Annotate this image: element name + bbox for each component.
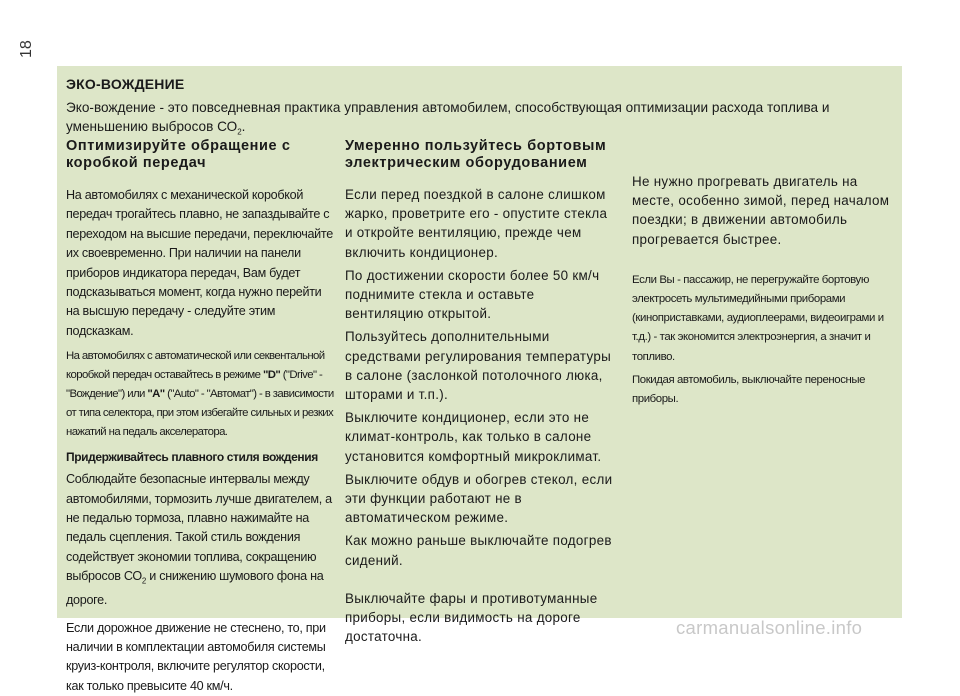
auto-text-1: На автомобилях с автоматической или секвентальной коробкой передач оставайтесь в режиме bbox=[66, 350, 325, 382]
column-gearbox bbox=[66, 138, 336, 696]
air-conditioner-paragraph: Выключите кондиционер, если это не климат-контроль, как только в салоне установится комфортный микроклимат. bbox=[345, 410, 602, 464]
smooth-text-1: Соблюдайте безопасные интервалы между автомобилями, тормозить лучше двигателем, а не педалью тормоза, плавно нажимайте на педаль сцепления. Такой стиль вождения содействует экономии топлива, сокращению выбросов СО bbox=[66, 472, 332, 584]
ventilation-paragraph: Если перед поездкой в салоне слишком жарко, проветрите его - опустите стекла и откройте вентиляцию, прежде чем включить кондиционер. bbox=[345, 187, 608, 260]
cruise-control-paragraph: Если дорожное движение не стеснено, то, при наличии в комплектации автомобиля системы круиз-контроля, включите регулятор скорости, как только превысите 40 км/ч. bbox=[66, 620, 326, 693]
intro-text-end: . bbox=[241, 119, 246, 134]
intro-paragraph bbox=[66, 98, 886, 142]
windows-paragraph: По достижении скорости более 50 км/ч поднимите стекла и оставьте вентиляцию открытой. bbox=[345, 267, 600, 322]
headlights-paragraph: Выключайте фары и противотуманные приборы, если видимость на дороге достаточна. bbox=[345, 590, 598, 645]
temperature-paragraph: Пользуйтесь дополнительными средствами регулирования температуры в салоне (заслонкой потолочного люка, шторами и т.п.). bbox=[345, 329, 612, 403]
electrical-heading: Умеренно пользуйтесь бортовым электрическим оборудованием bbox=[345, 138, 607, 171]
manual-gearbox-paragraph: На автомобилях с механической коробкой передач трогайтесь плавно, не запаздывайте с переходом на высшие передачи, переключайте их своевременно. При наличии на панели приборов индикатора передач, Вам будет подсказываться момент, когда нужно перейти на высшую передачу - следуйте этим подсказкам. bbox=[66, 188, 333, 338]
watermark: carmanualsonline.info bbox=[676, 617, 863, 638]
page-number: 18 bbox=[18, 40, 35, 58]
smooth-driving-subheading: Придерживайтесь плавного стиля вождения bbox=[66, 450, 318, 465]
auto-text-2: ("Drive" - "Вождение") или bbox=[66, 369, 323, 401]
column-other bbox=[632, 172, 894, 409]
engine-warmup-paragraph: Не нужно прогревать двигатель на месте, особенно зимой, перед началом поездки; в движении автомобиль прогревается быстрее. bbox=[632, 174, 890, 247]
defrost-paragraph: Выключите обдув и обогрев стекол, если эти функции работают не в автоматическом режиме. bbox=[345, 471, 613, 526]
smooth-subscript: 2 bbox=[141, 576, 147, 586]
auto-text-3: ("Auto" - "Автомат") - в зависимости от типа селектора, при этом избегайте сильных и резких нажатий на педаль акселератора. bbox=[66, 388, 334, 439]
passenger-paragraph: Если Вы - пассажир, не перегружайте бортовую электросеть мультимедийными приборами (киноприставками, аудиоплеерами, видеоиграми и т.д.) - так экономится электроэнергия, а значит и топливо. bbox=[632, 273, 884, 363]
gearbox-heading: Оптимизируйте обращение с коробкой передач bbox=[66, 138, 291, 171]
intro-text: Эко-вождение - это повседневная практика управления автомобилем, способствующая оптимизации расхода топлива и уменьшению выбросов СО bbox=[66, 100, 830, 134]
section-title: ЭКО-ВОЖДЕНИЕ bbox=[66, 76, 185, 92]
intro-subscript: 2 bbox=[237, 127, 242, 137]
seat-heating-paragraph: Как можно раньше выключайте подогрев сидений. bbox=[345, 533, 612, 568]
column-electrical bbox=[345, 138, 615, 646]
leaving-car-paragraph: Покидая автомобиль, выключайте переносные приборы. bbox=[632, 373, 866, 406]
auto-mode-d: "D" bbox=[262, 369, 281, 382]
auto-mode-a: "A" bbox=[147, 388, 165, 401]
smooth-text-2: и снижению шумового фона на дороге. bbox=[66, 569, 324, 608]
automatic-gearbox-paragraph bbox=[66, 347, 336, 442]
smooth-driving-paragraph bbox=[66, 470, 336, 610]
